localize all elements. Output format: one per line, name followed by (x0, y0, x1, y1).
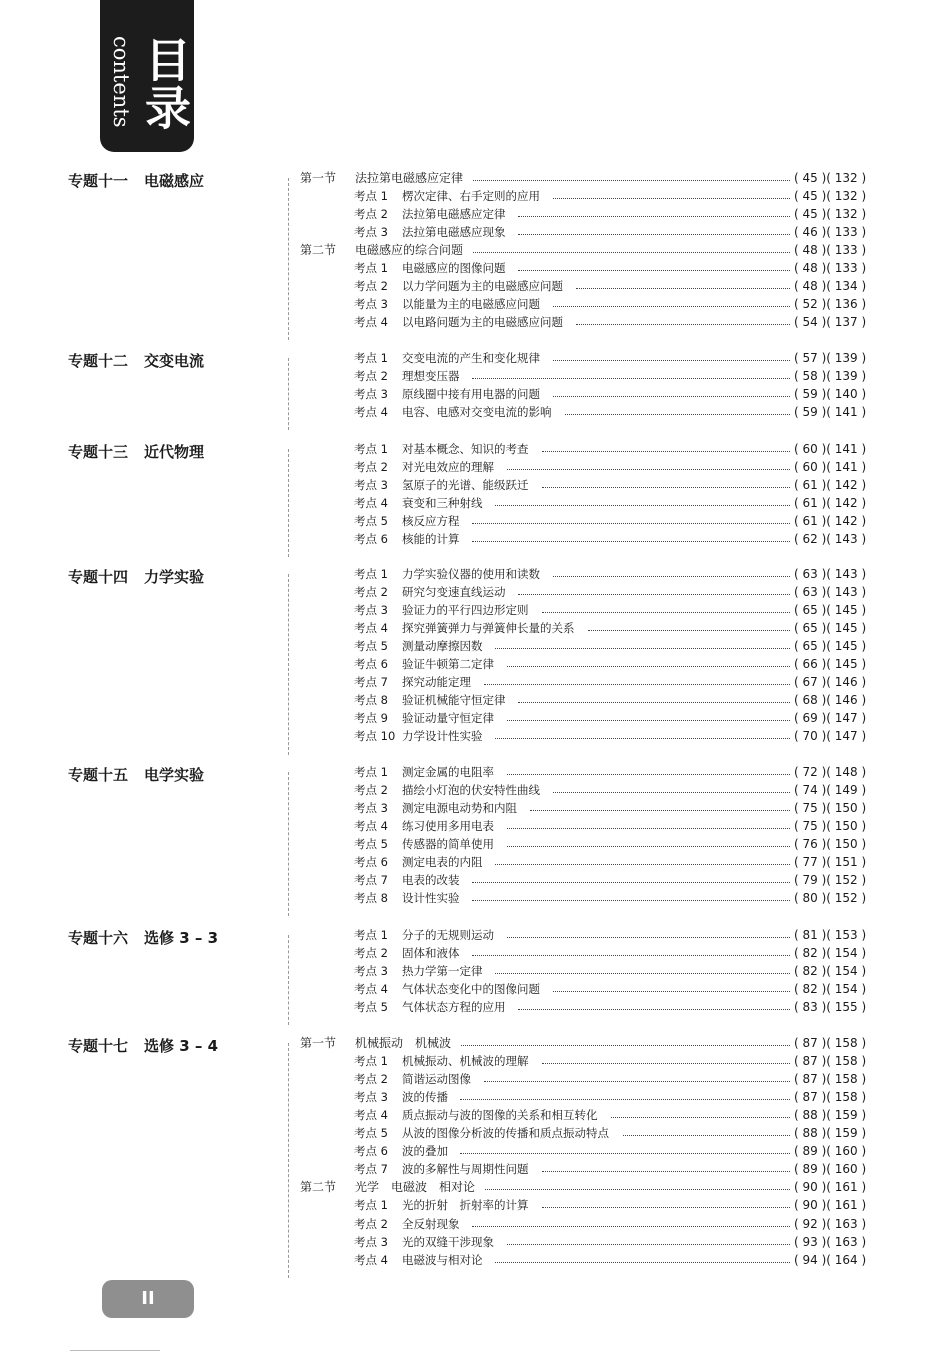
kaodian-label: 考点 2 (354, 783, 388, 797)
kaodian-title: 交变电流的产生和变化规律 (402, 351, 540, 365)
kaodian-title: 质点振动与波的图像的关系和相互转化 (402, 1108, 598, 1122)
toc-entry (0, 476, 950, 494)
leader-dots (495, 973, 790, 974)
kaodian-label: 考点 3 (354, 1090, 388, 1104)
kaodian-title: 验证机械能守恒定律 (402, 693, 506, 707)
toc-entry (0, 1052, 950, 1070)
page-numbers: ( 65 )( 145 ) (794, 639, 867, 653)
page-title: 目录 (138, 36, 192, 132)
toc-entry (0, 980, 950, 998)
kaodian-title: 从波的图像分析波的传播和质点振动特点 (402, 1126, 609, 1140)
leader-dots (484, 684, 790, 685)
toc-entry (0, 349, 950, 367)
kaodian-label: 考点 2 (354, 460, 388, 474)
leader-dots (542, 1063, 790, 1064)
toc-entry (0, 440, 950, 458)
kaodian-label: 考点 3 (354, 964, 388, 978)
page-numbers: ( 76 )( 150 ) (794, 837, 867, 851)
leader-dots (553, 991, 790, 992)
toc-entry (0, 565, 950, 583)
page-numbers: ( 82 )( 154 ) (794, 946, 867, 960)
toc-entry (0, 781, 950, 799)
toc-entry (0, 1160, 950, 1178)
kaodian-title: 全反射现象 (402, 1217, 460, 1231)
page-numbers: ( 88 )( 159 ) (794, 1108, 867, 1122)
page-numbers: ( 59 )( 140 ) (794, 387, 867, 401)
kaodian-label: 考点 7 (354, 1162, 388, 1176)
toc-entry (0, 853, 950, 871)
toc-entry (0, 1215, 950, 1233)
page-numbers: ( 60 )( 141 ) (794, 442, 867, 456)
kaodian-title: 验证力的平行四边形定则 (402, 603, 529, 617)
page-numbers: ( 87 )( 158 ) (794, 1090, 867, 1104)
page-number-badge: II (102, 1280, 194, 1318)
kaodian-title: 测定金属的电阻率 (402, 765, 494, 779)
toc-entry (0, 458, 950, 476)
page-numbers: ( 66 )( 145 ) (794, 657, 867, 671)
page-numbers: ( 68 )( 146 ) (794, 693, 867, 707)
kaodian-label: 考点 2 (354, 1072, 388, 1086)
leader-dots (472, 955, 790, 956)
toc-entry (0, 494, 950, 512)
kaodian-label: 考点 3 (354, 297, 388, 311)
topic-number: 专题十四 (68, 568, 129, 586)
section-title: 电磁感应的综合问题 (355, 243, 464, 257)
kaodian-label: 考点 1 (354, 928, 388, 942)
page-numbers: ( 81 )( 153 ) (794, 928, 867, 942)
kaodian-title: 力学设计性实验 (402, 729, 483, 743)
toc-entry (0, 313, 950, 331)
page-numbers: ( 65 )( 145 ) (794, 621, 867, 635)
page-numbers: ( 92 )( 163 ) (794, 1217, 867, 1231)
toc-entry (0, 871, 950, 889)
kaodian-title: 探究弹簧弹力与弹簧伸长量的关系 (402, 621, 575, 635)
toc-entry (0, 1233, 950, 1251)
kaodian-label: 考点 4 (354, 315, 388, 329)
leader-dots (495, 864, 790, 865)
kaodian-label: 考点 4 (354, 496, 388, 510)
kaodian-title: 波的传播 (402, 1090, 448, 1104)
toc-entry (0, 1106, 950, 1124)
kaodian-title: 核能的计算 (402, 532, 460, 546)
toc-entry (0, 799, 950, 817)
toc-entry (0, 962, 950, 980)
toc-entry (0, 673, 950, 691)
leader-dots (518, 702, 790, 703)
kaodian-title: 氢原子的光谱、能级跃迁 (402, 478, 529, 492)
leader-dots (518, 594, 790, 595)
toc-entry (0, 637, 950, 655)
leader-dots (495, 648, 790, 649)
kaodian-title: 机械振动、机械波的理解 (402, 1054, 529, 1068)
kaodian-title: 传感器的简单使用 (402, 837, 494, 851)
kaodian-label: 考点 2 (354, 946, 388, 960)
leader-dots (507, 1244, 790, 1245)
section-label: 第一节 (300, 1036, 337, 1050)
kaodian-label: 考点 1 (354, 261, 388, 275)
kaodian-label: 考点 3 (354, 1235, 388, 1249)
leader-dots (553, 396, 790, 397)
leader-dots (518, 216, 790, 217)
kaodian-label: 考点 4 (354, 1253, 388, 1267)
toc-entry (0, 512, 950, 530)
kaodian-label: 考点 2 (354, 585, 388, 599)
leader-dots (542, 612, 790, 613)
page-numbers: ( 72 )( 148 ) (794, 765, 867, 779)
kaodian-label: 考点 5 (354, 639, 388, 653)
page-numbers: ( 57 )( 139 ) (794, 351, 867, 365)
toc-entry (0, 763, 950, 781)
leader-dots (518, 270, 790, 271)
page-numbers: ( 75 )( 150 ) (794, 819, 867, 833)
toc-entry (0, 601, 950, 619)
page-numbers: ( 90 )( 161 ) (794, 1180, 867, 1194)
leader-dots (507, 828, 790, 829)
kaodian-label: 考点 10 (354, 729, 396, 743)
kaodian-title: 验证动量守恒定律 (402, 711, 494, 725)
page-numbers: ( 93 )( 163 ) (794, 1235, 867, 1249)
leader-dots (507, 846, 790, 847)
kaodian-title: 核反应方程 (402, 514, 460, 528)
toc-entry (0, 205, 950, 223)
toc-entry (0, 835, 950, 853)
page-numbers: ( 45 )( 132 ) (794, 207, 867, 221)
toc-entry (0, 691, 950, 709)
kaodian-title: 以电路问题为主的电磁感应问题 (402, 315, 563, 329)
topic-number: 专题十五 (68, 766, 129, 784)
page-numbers: ( 75 )( 150 ) (794, 801, 867, 815)
toc-entry (0, 998, 950, 1016)
page-numbers: ( 48 )( 133 ) (794, 261, 867, 275)
leader-dots (518, 1009, 790, 1010)
footer-divider (70, 1350, 160, 1351)
leader-dots (507, 720, 790, 721)
kaodian-label: 考点 3 (354, 387, 388, 401)
kaodian-title: 波的多解性与周期性问题 (402, 1162, 529, 1176)
page-numbers: ( 87 )( 158 ) (794, 1036, 867, 1050)
toc-entry (0, 619, 950, 637)
topic-number: 专题十二 (68, 352, 129, 370)
kaodian-label: 考点 6 (354, 532, 388, 546)
kaodian-label: 考点 9 (354, 711, 388, 725)
kaodian-title: 研究匀变速直线运动 (402, 585, 506, 599)
kaodian-label: 考点 1 (354, 765, 388, 779)
page-numbers: ( 60 )( 141 ) (794, 460, 867, 474)
toc-entry (0, 944, 950, 962)
page-numbers: ( 61 )( 142 ) (794, 478, 867, 492)
kaodian-title: 描绘小灯泡的伏安特性曲线 (402, 783, 540, 797)
kaodian-title: 波的叠加 (402, 1144, 448, 1158)
kaodian-label: 考点 7 (354, 675, 388, 689)
toc-entry (0, 926, 950, 944)
kaodian-title: 热力学第一定律 (402, 964, 483, 978)
leader-dots (507, 774, 790, 775)
toc-entry (0, 727, 950, 745)
page-numbers: ( 48 )( 134 ) (794, 279, 867, 293)
page-numbers: ( 69 )( 147 ) (794, 711, 867, 725)
kaodian-label: 考点 3 (354, 478, 388, 492)
toc-entry (0, 277, 950, 295)
leader-dots (472, 378, 790, 379)
toc-entry (0, 295, 950, 313)
topic-number: 专题十七 (68, 1037, 129, 1055)
leader-dots (495, 1262, 790, 1263)
kaodian-title: 电容、电感对交变电流的影响 (402, 405, 552, 419)
page-numbers: ( 82 )( 154 ) (794, 982, 867, 996)
leader-dots (460, 1099, 790, 1100)
section-label: 第一节 (300, 171, 337, 185)
leader-dots (553, 306, 790, 307)
kaodian-title: 对光电效应的理解 (402, 460, 494, 474)
leader-dots (553, 360, 790, 361)
leader-dots (507, 937, 790, 938)
kaodian-label: 考点 4 (354, 405, 388, 419)
leader-dots (542, 487, 790, 488)
topic-name: 力学实验 (144, 568, 205, 586)
kaodian-label: 考点 4 (354, 621, 388, 635)
section-label: 第二节 (300, 243, 337, 257)
kaodian-title: 以能量为主的电磁感应问题 (402, 297, 540, 311)
topic-name: 选修 3 – 3 (144, 929, 219, 947)
leader-dots (565, 414, 790, 415)
leader-dots (472, 1226, 790, 1227)
leader-dots (623, 1135, 790, 1136)
page-numbers: ( 52 )( 136 ) (794, 297, 867, 311)
page-numbers: ( 63 )( 143 ) (794, 567, 867, 581)
kaodian-label: 考点 7 (354, 873, 388, 887)
page-numbers: ( 48 )( 133 ) (794, 243, 867, 257)
kaodian-label: 考点 3 (354, 225, 388, 239)
page-numbers: ( 54 )( 137 ) (794, 315, 867, 329)
topic-name: 电学实验 (144, 766, 205, 784)
toc-entry (0, 583, 950, 601)
topic-name: 近代物理 (144, 443, 205, 461)
page-numbers: ( 58 )( 139 ) (794, 369, 867, 383)
kaodian-label: 考点 1 (354, 1198, 388, 1212)
page-numbers: ( 87 )( 158 ) (794, 1072, 867, 1086)
page-numbers: ( 63 )( 143 ) (794, 585, 867, 599)
kaodian-label: 考点 2 (354, 1217, 388, 1231)
page-numbers: ( 45 )( 132 ) (794, 171, 867, 185)
kaodian-title: 气体状态方程的应用 (402, 1000, 506, 1014)
toc-entry (0, 385, 950, 403)
leader-dots (542, 451, 790, 452)
leader-dots (473, 180, 790, 181)
kaodian-title: 法拉第电磁感应定律 (402, 207, 506, 221)
kaodian-title: 测定电表的内阻 (402, 855, 483, 869)
kaodian-title: 原线圈中接有用电器的问题 (402, 387, 540, 401)
kaodian-label: 考点 3 (354, 801, 388, 815)
kaodian-label: 考点 1 (354, 189, 388, 203)
leader-dots (611, 1117, 790, 1118)
kaodian-title: 分子的无规则运动 (402, 928, 494, 942)
kaodian-title: 光的折射 折射率的计算 (402, 1198, 529, 1212)
toc-entry (0, 367, 950, 385)
leader-dots (553, 198, 790, 199)
toc-entry (0, 1034, 950, 1052)
kaodian-label: 考点 3 (354, 603, 388, 617)
kaodian-label: 考点 5 (354, 1000, 388, 1014)
contents-word: contents (109, 36, 133, 128)
page-numbers: ( 94 )( 164 ) (794, 1253, 867, 1267)
page-numbers: ( 46 )( 133 ) (794, 225, 867, 239)
page-numbers: ( 83 )( 155 ) (794, 1000, 867, 1014)
section-title: 法拉第电磁感应定律 (355, 171, 464, 185)
page-numbers: ( 79 )( 152 ) (794, 873, 867, 887)
leader-dots (530, 810, 790, 811)
toc-entry (0, 655, 950, 673)
leader-dots (461, 1045, 790, 1046)
kaodian-title: 对基本概念、知识的考查 (402, 442, 529, 456)
topic-number: 专题十一 (68, 172, 129, 190)
toc-entry (0, 259, 950, 277)
kaodian-label: 考点 1 (354, 442, 388, 456)
kaodian-label: 考点 2 (354, 279, 388, 293)
kaodian-title: 力学实验仪器的使用和读数 (402, 567, 540, 581)
kaodian-title: 简谐运动图像 (402, 1072, 471, 1086)
contents-header-tab (100, 0, 194, 152)
toc-entry (0, 709, 950, 727)
page-numbers: ( 89 )( 160 ) (794, 1162, 867, 1176)
kaodian-title: 以力学问题为主的电磁感应问题 (402, 279, 563, 293)
leader-dots (473, 252, 790, 253)
leader-dots (518, 234, 790, 235)
topic-name: 交变电流 (144, 352, 205, 370)
leader-dots (485, 1189, 790, 1190)
leader-dots (495, 738, 790, 739)
page-numbers: ( 77 )( 151 ) (794, 855, 867, 869)
toc-entry (0, 1088, 950, 1106)
kaodian-title: 电表的改装 (402, 873, 460, 887)
leader-dots (553, 576, 790, 577)
kaodian-label: 考点 5 (354, 514, 388, 528)
toc-entry (0, 223, 950, 241)
kaodian-title: 气体状态变化中的图像问题 (402, 982, 540, 996)
page-numbers: ( 90 )( 161 ) (794, 1198, 867, 1212)
kaodian-title: 测量动摩擦因数 (402, 639, 483, 653)
page-numbers: ( 45 )( 132 ) (794, 189, 867, 203)
toc-entry (0, 1124, 950, 1142)
leader-dots (472, 523, 790, 524)
kaodian-label: 考点 8 (354, 891, 388, 905)
leader-dots (484, 1081, 790, 1082)
topic-name: 选修 3 – 4 (144, 1037, 219, 1055)
kaodian-label: 考点 6 (354, 855, 388, 869)
kaodian-title: 练习使用多用电表 (402, 819, 494, 833)
kaodian-label: 考点 6 (354, 657, 388, 671)
toc-entry (0, 403, 950, 421)
kaodian-title: 测定电源电动势和内阻 (402, 801, 517, 815)
toc-entry (0, 1142, 950, 1160)
toc-entry (0, 1196, 950, 1214)
kaodian-label: 考点 6 (354, 1144, 388, 1158)
page-numbers: ( 62 )( 143 ) (794, 532, 867, 546)
leader-dots (472, 900, 790, 901)
toc-entry (0, 1178, 950, 1196)
topic-number: 专题十六 (68, 929, 129, 947)
page-numbers: ( 67 )( 146 ) (794, 675, 867, 689)
toc-entry (0, 889, 950, 907)
toc-entry (0, 530, 950, 548)
kaodian-title: 法拉第电磁感应现象 (402, 225, 506, 239)
leader-dots (495, 505, 790, 506)
leader-dots (576, 288, 790, 289)
kaodian-label: 考点 4 (354, 1108, 388, 1122)
kaodian-label: 考点 2 (354, 207, 388, 221)
page-numbers: ( 80 )( 152 ) (794, 891, 867, 905)
kaodian-label: 考点 8 (354, 693, 388, 707)
page-numbers: ( 82 )( 154 ) (794, 964, 867, 978)
leader-dots (472, 541, 790, 542)
toc-entry (0, 187, 950, 205)
leader-dots (507, 469, 790, 470)
kaodian-label: 考点 4 (354, 982, 388, 996)
toc-entry (0, 169, 950, 187)
kaodian-label: 考点 5 (354, 837, 388, 851)
kaodian-label: 考点 1 (354, 351, 388, 365)
toc-entry (0, 817, 950, 835)
toc-entry (0, 241, 950, 259)
page-numbers: ( 89 )( 160 ) (794, 1144, 867, 1158)
kaodian-title: 设计性实验 (402, 891, 460, 905)
kaodian-title: 光的双缝干涉现象 (402, 1235, 494, 1249)
kaodian-title: 电磁波与相对论 (402, 1253, 483, 1267)
topic-number: 专题十三 (68, 443, 129, 461)
leader-dots (460, 1153, 790, 1154)
kaodian-label: 考点 2 (354, 369, 388, 383)
kaodian-title: 电磁感应的图像问题 (402, 261, 506, 275)
leader-dots (542, 1207, 790, 1208)
page-numbers: ( 70 )( 147 ) (794, 729, 867, 743)
leader-dots (576, 324, 790, 325)
page-numbers: ( 87 )( 158 ) (794, 1054, 867, 1068)
topic-name: 电磁感应 (144, 172, 205, 190)
page-numbers: ( 88 )( 159 ) (794, 1126, 867, 1140)
leader-dots (588, 630, 790, 631)
page-numbers: ( 61 )( 142 ) (794, 514, 867, 528)
kaodian-title: 楞次定律、右手定则的应用 (402, 189, 540, 203)
leader-dots (507, 666, 790, 667)
kaodian-label: 考点 5 (354, 1126, 388, 1140)
page-numbers: ( 65 )( 145 ) (794, 603, 867, 617)
kaodian-title: 验证牛顿第二定律 (402, 657, 494, 671)
toc-entry (0, 1251, 950, 1269)
kaodian-title: 衰变和三种射线 (402, 496, 483, 510)
page-numbers: ( 59 )( 141 ) (794, 405, 867, 419)
page-numbers: ( 74 )( 149 ) (794, 783, 867, 797)
leader-dots (542, 1171, 790, 1172)
toc-entry (0, 1070, 950, 1088)
kaodian-label: 考点 1 (354, 1054, 388, 1068)
kaodian-title: 理想变压器 (402, 369, 460, 383)
kaodian-label: 考点 1 (354, 567, 388, 581)
kaodian-label: 考点 4 (354, 819, 388, 833)
section-label: 第二节 (300, 1180, 337, 1194)
section-title: 机械振动 机械波 (355, 1036, 452, 1050)
leader-dots (553, 792, 790, 793)
section-title: 光学 电磁波 相对论 (355, 1180, 476, 1194)
kaodian-title: 探究动能定理 (402, 675, 471, 689)
leader-dots (472, 882, 790, 883)
kaodian-title: 固体和液体 (402, 946, 460, 960)
page-numbers: ( 61 )( 142 ) (794, 496, 867, 510)
